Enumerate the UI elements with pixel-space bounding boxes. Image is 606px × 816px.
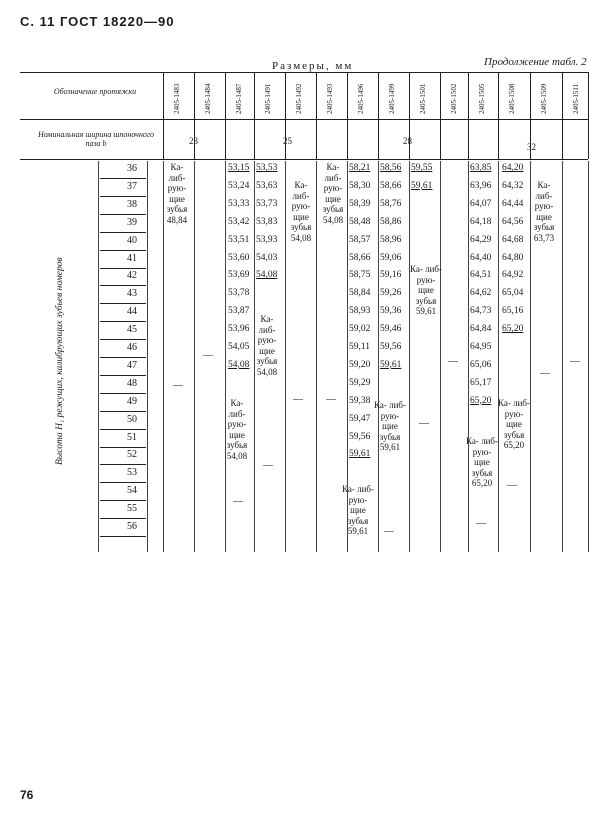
value-cell: 53,69 — [228, 270, 250, 281]
body-separator — [316, 161, 317, 552]
dash-1502: — — [448, 356, 458, 367]
value-cell: 53,24 — [228, 180, 250, 191]
row-number: 38 — [127, 198, 137, 210]
row-rule — [100, 500, 146, 501]
cal-1496: Ка- либ- рую- щие зубья 59,61 — [341, 484, 374, 536]
value-cell: 65,16 — [502, 306, 524, 317]
width-32: 32 — [527, 142, 536, 152]
value-cell: 53,15 — [228, 163, 250, 173]
header-separator — [347, 72, 348, 159]
row-rule — [100, 393, 146, 394]
value-cell: 59,11 — [349, 342, 371, 352]
value-cell: 59,26 — [380, 288, 402, 299]
row-rule — [100, 464, 146, 465]
continuation-label: Продолжение табл. 2 — [484, 56, 587, 68]
value-cell: 53,83 — [256, 216, 278, 227]
body-separator — [225, 161, 226, 552]
value-cell: 58,57 — [349, 234, 371, 245]
value-cell: 58,76 — [380, 198, 402, 209]
document-header: С. 11 ГОСТ 18220—90 — [20, 14, 175, 29]
body-separator — [98, 161, 99, 552]
code-header: 2405-1511 — [572, 83, 580, 114]
value-cell: 58,21 — [349, 163, 371, 173]
header-separator — [254, 72, 255, 159]
header-separator — [225, 72, 226, 159]
header-separator — [468, 72, 469, 159]
cal-1501: Ка- либ- рую- щие зубья 59,61 — [409, 264, 442, 316]
row-number: 46 — [127, 342, 137, 353]
row-number: 49 — [127, 395, 137, 407]
row-number: 37 — [127, 180, 137, 192]
cal-1487: Ка- либ- рую- щие зубья 54,08 — [226, 398, 248, 461]
row-rule — [100, 482, 146, 483]
dash-1501: — — [419, 418, 429, 429]
row-rule — [100, 518, 146, 519]
row-rule — [100, 357, 146, 358]
row-number: 40 — [127, 234, 137, 246]
cal-1499: Ка- либ- рую- щие зубья 59,61 — [373, 400, 406, 452]
row-number: 42 — [127, 270, 137, 282]
value-cell: 58,66 — [349, 252, 371, 263]
row-number: 52 — [127, 449, 137, 461]
header-separator — [562, 72, 563, 159]
value-cell: 53,42 — [228, 216, 250, 227]
code-header: 2405-1508 — [508, 83, 516, 114]
row-number: 43 — [127, 288, 137, 300]
row-number: 47 — [127, 359, 137, 371]
value-cell: 64,40 — [470, 252, 492, 263]
row-rule — [100, 285, 146, 286]
value-cell: 54,08 — [228, 359, 250, 370]
page-number: 76 — [20, 788, 34, 802]
value-cell: 63,85 — [470, 163, 492, 173]
dash-1491: — — [263, 460, 273, 471]
value-cell: 53,96 — [228, 324, 250, 335]
value-cell: 58,86 — [380, 216, 402, 227]
value-cell: 58,84 — [349, 288, 371, 299]
value-cell: 53,93 — [256, 234, 278, 245]
value-cell: 59,29 — [349, 377, 371, 388]
value-cell: 58,93 — [349, 306, 371, 317]
value-cell: 64,62 — [470, 288, 492, 299]
row-rule — [100, 447, 146, 448]
header-separator — [163, 72, 164, 159]
row-number: 50 — [127, 413, 137, 425]
dash-1483: — — [173, 380, 183, 391]
dash-1508: — — [507, 480, 517, 491]
value-cell: 58,96 — [380, 234, 402, 245]
row-rule — [100, 429, 146, 430]
dash-1493: — — [326, 394, 336, 405]
value-cell: 58,30 — [349, 180, 371, 191]
value-cell: 58,56 — [380, 163, 402, 173]
value-cell: 64,56 — [502, 216, 524, 227]
dash-1505: — — [476, 518, 486, 529]
row-number: 39 — [127, 216, 137, 228]
code-header: 2405-1484 — [204, 83, 212, 114]
row-rule — [100, 232, 146, 233]
value-cell: 53,78 — [228, 288, 250, 299]
code-header: 2405-1499 — [388, 83, 396, 114]
width-28: 28 — [403, 136, 412, 146]
table-caption: Размеры, мм — [272, 60, 354, 72]
cal-1505: Ка- либ- рую- щие зубья 65,20 — [466, 436, 499, 488]
dash-1499: — — [384, 526, 394, 537]
width-25: 25 — [283, 136, 292, 146]
code-header: 2405-1509 — [540, 83, 548, 114]
value-cell: 59,06 — [380, 252, 402, 263]
value-cell: 64,32 — [502, 180, 524, 191]
value-cell: 59,61 — [349, 449, 371, 460]
value-cell: 54,03 — [256, 252, 278, 263]
value-cell: 64,92 — [502, 270, 524, 281]
cal-1493: Ка- либ- рую- щие зубья 54,08 — [322, 162, 344, 225]
value-cell: 64,18 — [470, 216, 492, 227]
value-cell: 64,44 — [502, 198, 524, 209]
dash-1484: — — [203, 350, 213, 361]
value-cell: 59,16 — [380, 270, 402, 281]
value-cell: 65,04 — [502, 288, 524, 299]
value-cell: 59,61 — [411, 180, 433, 191]
dash-1487: — — [233, 496, 243, 507]
row-rule — [100, 411, 146, 412]
cal-1492: Ка- либ- рую- щие зубья 54,08 — [290, 180, 312, 243]
table-width-rule — [20, 159, 588, 160]
value-cell: 54,08 — [256, 270, 278, 281]
value-cell: 59,36 — [380, 306, 402, 317]
value-cell: 59,20 — [349, 359, 371, 370]
row-rule — [100, 268, 146, 269]
code-header: 2405-1505 — [478, 83, 486, 114]
code-header: 2405-1491 — [264, 83, 272, 114]
row-rule — [100, 250, 146, 251]
value-cell: 59,55 — [411, 163, 433, 173]
dash-1509: — — [540, 368, 550, 379]
row-rule — [100, 375, 146, 376]
cal-1509: Ка- либ- рую- щие зубья 63,73 — [533, 180, 555, 243]
value-cell: 59,56 — [349, 431, 371, 442]
value-cell: 59,47 — [349, 413, 371, 424]
row-number: 55 — [127, 503, 137, 515]
row-rule — [100, 178, 146, 179]
table-top-rule — [20, 72, 588, 73]
table-header-rule — [20, 119, 588, 120]
row-number: 45 — [127, 324, 137, 336]
value-cell: 53,63 — [256, 180, 278, 191]
value-cell: 58,66 — [380, 180, 402, 191]
value-cell: 53,87 — [228, 306, 250, 317]
row-rule — [100, 196, 146, 197]
body-separator — [588, 161, 589, 552]
value-cell: 64,84 — [470, 324, 492, 335]
dash-1492: — — [293, 394, 303, 405]
body-separator — [562, 161, 563, 552]
row-number: 53 — [127, 467, 137, 479]
value-cell: 64,73 — [470, 306, 492, 317]
code-header: 2405-1487 — [235, 83, 243, 114]
value-cell: 63,96 — [470, 180, 492, 191]
code-header: 2405-1496 — [357, 83, 365, 114]
width-label: Номинальная ширина шпоночного паза b — [37, 130, 155, 148]
row-number: 54 — [127, 485, 137, 497]
body-separator — [440, 161, 441, 552]
header-separator — [498, 72, 499, 159]
code-header: 2405-1493 — [326, 83, 334, 114]
row-rule — [100, 339, 146, 340]
value-cell: 64,51 — [470, 270, 492, 281]
value-cell: 59,02 — [349, 324, 371, 335]
value-cell: 64,29 — [470, 234, 492, 245]
value-cell: 59,46 — [380, 324, 402, 335]
cal-1483: Ка- либ- рую- щие зубья 48,84 — [166, 162, 188, 225]
row-rule — [100, 303, 146, 304]
value-cell: 65,06 — [470, 359, 492, 370]
value-cell: 64,20 — [502, 163, 524, 173]
row-axis-label: Высота H₁ режущих, калибрующих зубьев номеров — [55, 257, 65, 465]
body-separator — [409, 161, 410, 552]
value-cell: 64,68 — [502, 234, 524, 245]
row-number: 56 — [127, 521, 137, 532]
value-cell: 65,20 — [470, 395, 492, 406]
code-header: 2405-1501 — [419, 83, 427, 114]
row-number: 51 — [127, 431, 137, 443]
row-number: 41 — [127, 252, 137, 264]
row-number: 36 — [127, 163, 137, 174]
body-separator — [194, 161, 195, 552]
header-separator — [588, 72, 589, 159]
row-rule — [100, 536, 146, 537]
body-separator — [468, 161, 469, 552]
row-number: 48 — [127, 377, 137, 389]
value-cell: 53,33 — [228, 198, 250, 209]
value-cell: 59,38 — [349, 395, 371, 406]
cal-1508: Ка- либ- рую- щие зубья 65,20 — [498, 398, 531, 450]
value-cell: 58,75 — [349, 270, 371, 281]
value-cell: 53,51 — [228, 234, 250, 245]
value-cell: 59,61 — [380, 359, 402, 370]
row-number: 44 — [127, 306, 137, 318]
value-cell: 58,48 — [349, 216, 371, 227]
body-separator — [378, 161, 379, 552]
value-cell: 64,07 — [470, 198, 492, 209]
value-cell: 53,53 — [256, 163, 278, 173]
value-cell: 54,05 — [228, 342, 250, 352]
value-cell: 58,39 — [349, 198, 371, 209]
row-rule — [100, 321, 146, 322]
value-cell: 65,20 — [502, 324, 524, 335]
row-rule — [100, 214, 146, 215]
value-cell: 64,80 — [502, 252, 524, 263]
code-header: 2405-1502 — [450, 83, 458, 114]
code-header: 2405-1483 — [173, 83, 181, 114]
header-separator — [316, 72, 317, 159]
header-separator — [440, 72, 441, 159]
cal-1491: Ка- либ- рую- щие зубья 54,08 — [256, 314, 278, 377]
header-separator — [378, 72, 379, 159]
value-cell: 59,56 — [380, 342, 402, 352]
value-cell: 53,60 — [228, 252, 250, 263]
body-separator — [498, 161, 499, 552]
designation-label: Обозначение протяжки — [53, 87, 137, 96]
code-header: 2405-1492 — [295, 83, 303, 114]
value-cell: 53,73 — [256, 198, 278, 209]
dash-1511: — — [570, 356, 580, 367]
value-cell: 64,95 — [470, 342, 492, 352]
width-23: 23 — [189, 136, 198, 146]
value-cell: 65,17 — [470, 377, 492, 388]
